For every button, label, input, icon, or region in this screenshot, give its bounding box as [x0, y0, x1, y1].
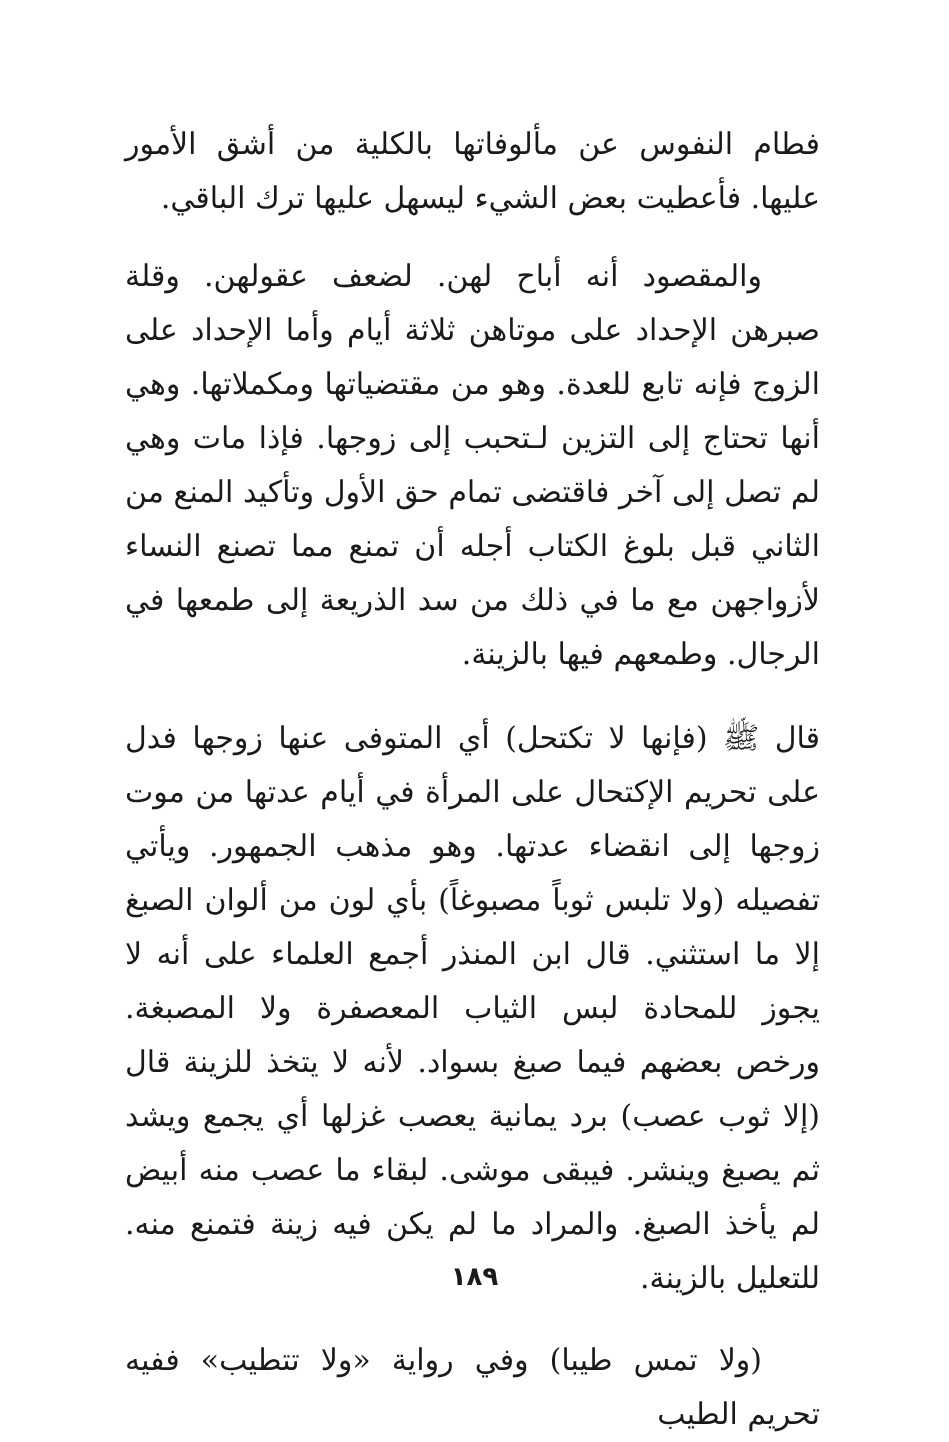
paragraph-2: والمقصود أنه أباح لهن. لضعف عقولهن. وقلة صبرهن الإحداد على موتاهن ثلاثة أيام وأما الإحداد على الزوج فإنه تابع للعدة. وهو من مقتضياتها ومكملاتها. وهي أنها تحتاج إلى التزين لـتحبب إلى زوجها. فإذا مات وهي لم تصل إلى آخر فاقتضى تمام حق الأول وتأكيد المنع من الثاني قبل بلوغ الكتاب أجله أن تمنع مما تصنع النساء لأزواجهن مع ما في ذلك من سد الذريعة إلى طمعها في الرجال. وطمعهم فيها بالزينة. — [125, 259, 820, 672]
page-number: ١٨٩ — [450, 1262, 499, 1292]
paragraph-3: قال ﷺ (فإنها لا تكتحل) أي المتوفى عنها زوجها فدل على تحريم الإكتحال على المرأة في أيام عدتها من موت زوجها إلى انقضاء عدتها. وهو مذهب الجمهور. ويأتي تفصيله (ولا تلبس ثوباً مصبوغاً) بأي لون من ألوان الصبغ إلا ما استثني. قال ابن المنذر أجمع العلماء على أنه لا يجوز للمحادة لبس الثياب المعصفرة ولا المصبغة. ورخص بعضهم فيما صبغ بسواد. لأنه لا يتخذ للزينة قال (إلا ثوب عصب) برد يمانية يعصب غزلها أي يجمع ويشد ثم يصبغ وينشر. فيبقى موشى. لبقاء ما عصب منه أبيض لم يأخذ الصبغ. والمراد ما لم يكن فيه زينة فتمنع منه. للتعليل بالزينة. — [125, 721, 820, 1296]
paragraph-4: (ولا تمس طيبا) وفي رواية «ولا تتطيب» ففيه تحريم الطيب — [125, 1343, 820, 1432]
paragraph-1: فطام النفوس عن مألوفاتها بالكلية من أشق الأمور عليها. فأعطيت بعض الشيء ليسهل عليها ترك الباقي. — [125, 127, 820, 216]
page-body — [125, 118, 820, 1442]
